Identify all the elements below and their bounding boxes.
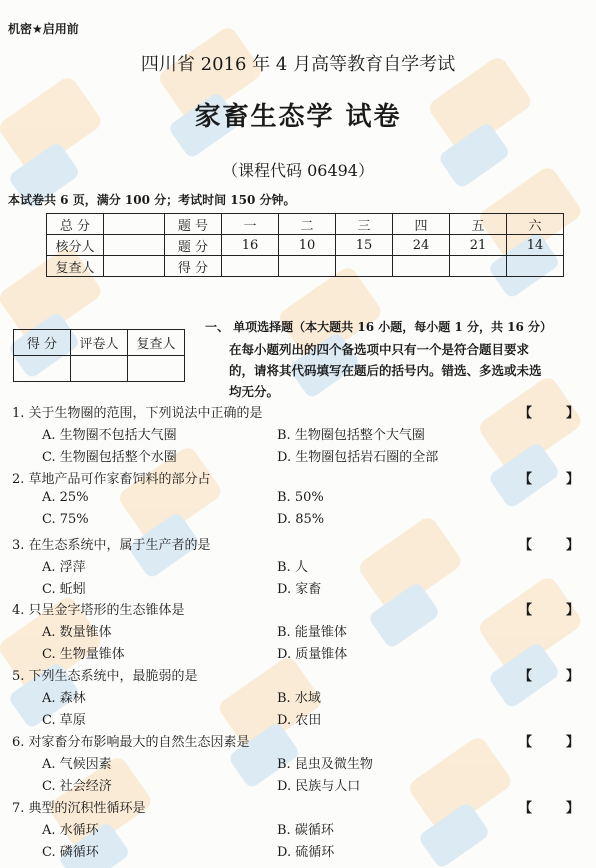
score-cell [393, 256, 450, 277]
question-stem: 1. 关于生物圈的范围，下列说法中正确的是 [12, 406, 263, 421]
watermark-logo [323, 473, 518, 668]
bracket-right: 】 [566, 603, 580, 618]
watermark-logo [443, 533, 596, 728]
score-table-row [47, 214, 564, 235]
question-stem: 4. 只呈金字塔形的生态锥体是 [12, 603, 185, 618]
section-title: 一、 单项选择题（本大题共 16 小题，每小题 1 分，共 16 分） [205, 320, 552, 334]
score-cell: 题 号 [165, 214, 222, 235]
score-cell: 复查人 [47, 256, 104, 277]
answer-bracket [519, 402, 579, 421]
bracket-left: 【 [519, 603, 533, 618]
option-b: B. 碳循环 [277, 823, 334, 838]
option-b: B. 能量锥体 [277, 625, 347, 640]
score-table-row [47, 256, 564, 277]
score-cell [104, 214, 165, 235]
score-cell: 得 分 [165, 256, 222, 277]
option-d: D. 质量锥体 [277, 647, 348, 662]
score-cell: 21 [450, 235, 507, 256]
grader-header-row [14, 330, 185, 356]
bracket-left: 【 [519, 669, 533, 684]
bracket-right: 】 [566, 406, 580, 421]
paper-title: 家畜生态学 试卷 [194, 102, 402, 132]
grader-table [13, 329, 185, 382]
question-stem: 7. 典型的沉积性循环是 [12, 801, 146, 816]
option-c: C. 蚯蚓 [42, 582, 86, 597]
option-c: C. 75% [42, 512, 89, 527]
grader-blank-cell [71, 356, 128, 382]
score-cell: 六 [507, 214, 564, 235]
bracket-left: 【 [519, 801, 533, 816]
option-c: C. 生物圈包括整个水圈 [42, 450, 177, 465]
question-stem: 3. 在生态系统中，属于生产者的是 [12, 538, 211, 553]
bracket-right: 】 [566, 735, 580, 750]
option-b: B. 50% [277, 490, 324, 505]
grader-blank-row [14, 356, 185, 382]
score-cell [450, 256, 507, 277]
section-instruction: 均无分。 [229, 384, 280, 399]
score-cell [507, 256, 564, 277]
score-cell [104, 235, 165, 256]
score-table [46, 213, 564, 277]
option-a: A. 气候因素 [42, 757, 112, 772]
bracket-right: 】 [566, 669, 580, 684]
option-d: D. 民族与人口 [277, 779, 361, 794]
answer-bracket [519, 665, 579, 684]
grader-blank-cell [128, 356, 185, 382]
bracket-right: 】 [566, 472, 580, 487]
score-cell: 10 [279, 235, 336, 256]
option-c: C. 草原 [42, 713, 86, 728]
score-cell: 15 [336, 235, 393, 256]
score-table-row [47, 235, 564, 256]
option-b: B. 水域 [277, 691, 321, 706]
score-cell: 一 [222, 214, 279, 235]
option-b: B. 昆虫及微生物 [277, 757, 373, 772]
score-cell [104, 256, 165, 277]
grader-header-cell: 评卷人 [71, 330, 128, 356]
option-d: D. 农田 [277, 713, 322, 728]
bracket-left: 【 [519, 472, 533, 487]
bracket-left: 【 [519, 735, 533, 750]
exam-title: 四川省 2016 年 4 月高等教育自学考试 [140, 54, 456, 75]
option-d: D. 85% [277, 512, 325, 527]
answer-bracket [519, 534, 579, 553]
option-a: A. 水循环 [42, 823, 99, 838]
score-cell: 24 [393, 235, 450, 256]
section-instruction: 的，请将其代码填写在题后的括号内。错选、多选或未选 [229, 363, 542, 378]
answer-bracket [519, 599, 579, 618]
score-cell: 五 [450, 214, 507, 235]
score-cell: 二 [279, 214, 336, 235]
option-d: D. 家畜 [277, 582, 322, 597]
grader-header-cell: 得 分 [14, 330, 71, 356]
score-cell: 三 [336, 214, 393, 235]
score-cell: 16 [222, 235, 279, 256]
answer-bracket [519, 468, 579, 487]
bracket-right: 】 [566, 538, 580, 553]
question-stem: 6. 对家畜分布影响最大的自然生态因素是 [12, 735, 250, 750]
grader-header-cell: 复查人 [128, 330, 185, 356]
course-code: （课程代码 06494） [222, 161, 374, 180]
score-cell: 四 [393, 214, 450, 235]
option-b: B. 生物圈包括整个大气圈 [277, 428, 425, 443]
score-cell [279, 256, 336, 277]
question-stem: 5. 下列生态系统中，最脆弱的是 [12, 669, 198, 684]
bracket-right: 】 [566, 801, 580, 816]
section-instruction: 在每小题列出的四个备选项中只有一个是符合题目要求 [229, 342, 530, 357]
watermark-logo [373, 693, 568, 868]
option-a: A. 森林 [42, 691, 86, 706]
option-b: B. 人 [277, 560, 308, 575]
bracket-left: 【 [519, 406, 533, 421]
bracket-left: 【 [519, 538, 533, 553]
answer-bracket [519, 797, 579, 816]
option-a: A. 生物圈不包括大气圈 [42, 428, 177, 443]
option-a: A. 25% [42, 490, 89, 505]
score-cell: 14 [507, 235, 564, 256]
score-cell: 题 分 [165, 235, 222, 256]
confidential-label: 机密★启用前 [8, 22, 79, 36]
option-c: C. 社会经济 [42, 779, 112, 794]
option-d: D. 生物圈包括岩石圈的全部 [277, 450, 439, 465]
question-stem: 2. 草地产品可作家畜饲料的部分占 [12, 472, 211, 487]
exam-notice: 本试卷共 6 页，满分 100 分；考试时间 150 分钟。 [8, 193, 296, 207]
score-cell [336, 256, 393, 277]
option-d: D. 硫循环 [277, 845, 335, 860]
option-a: A. 数量锥体 [42, 625, 112, 640]
answer-bracket [519, 731, 579, 750]
score-cell: 核分人 [47, 235, 104, 256]
option-c: C. 磷循环 [42, 845, 99, 860]
score-cell: 总 分 [47, 214, 104, 235]
option-c: C. 生物量锥体 [42, 647, 125, 662]
score-cell [222, 256, 279, 277]
grader-blank-cell [14, 356, 71, 382]
watermark-logo [123, 0, 318, 177]
option-a: A. 浮萍 [42, 560, 86, 575]
